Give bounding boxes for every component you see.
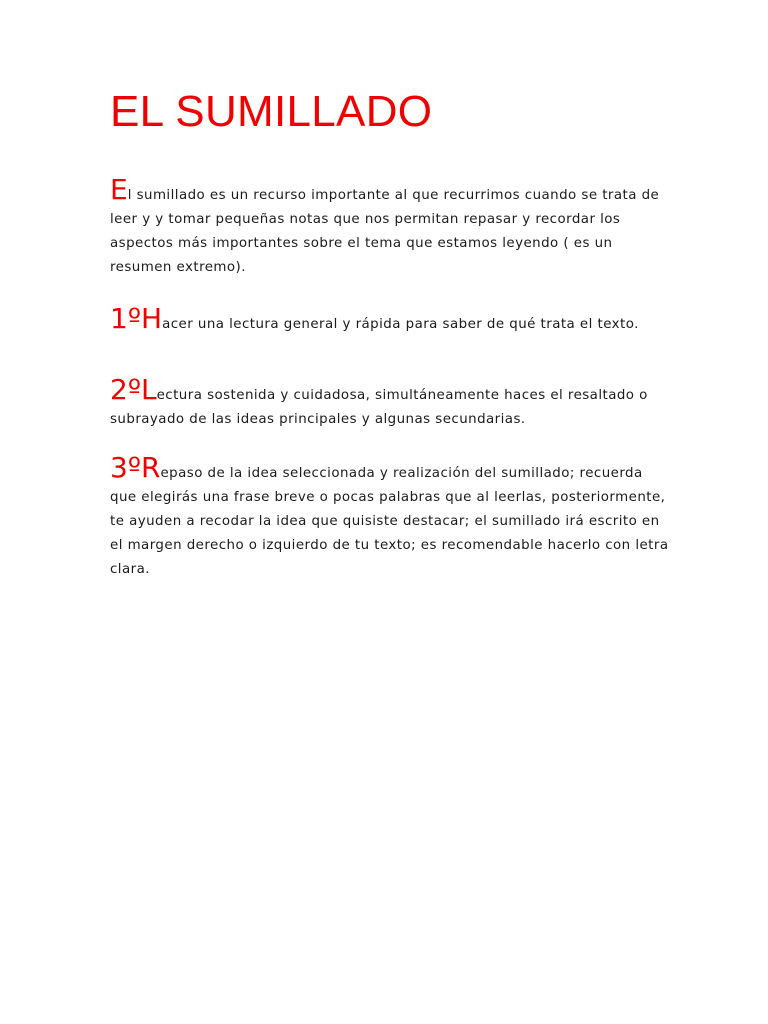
- step-2-paragraph: [110, 373, 670, 432]
- step-1-paragraph: [110, 302, 670, 337]
- step-2-lead: 2ºL: [110, 373, 157, 406]
- paragraph-text: l sumillado es un recurso importante al que recurrimos cuando se trata de leer y y tomar pequeñas notas que nos permitan repasar y recordar los aspectos más importantes sobre el tema que estamos leyendo ( es un resumen extremo).: [110, 188, 660, 275]
- step-1-text: acer una lectura general y rápida para saber de qué trata el texto.: [162, 317, 639, 332]
- step-3-paragraph: [110, 451, 670, 582]
- step-3-text: epaso de la idea seleccionada y realización del sumillado; recuerda que elegirás una frase breve o pocas palabras que al leerlas, posteriormente, te ayuden a recodar la idea que quisiste destacar; el sumillado irá escrito en el margen derecho o izquierdo de tu texto; es recomendable hacerlo con letra clara.: [110, 466, 669, 577]
- document-title: EL SUMILLADO: [110, 87, 433, 136]
- intro-paragraph: [110, 173, 670, 280]
- drop-cap: E: [110, 173, 128, 206]
- step-1-lead: 1ºH: [110, 302, 163, 335]
- step-2-text: ectura sostenida y cuidadosa, simultáneamente haces el resaltado o subrayado de las ideas principales y algunas secundarias.: [110, 388, 648, 427]
- step-3-lead: 3ºR: [110, 451, 161, 484]
